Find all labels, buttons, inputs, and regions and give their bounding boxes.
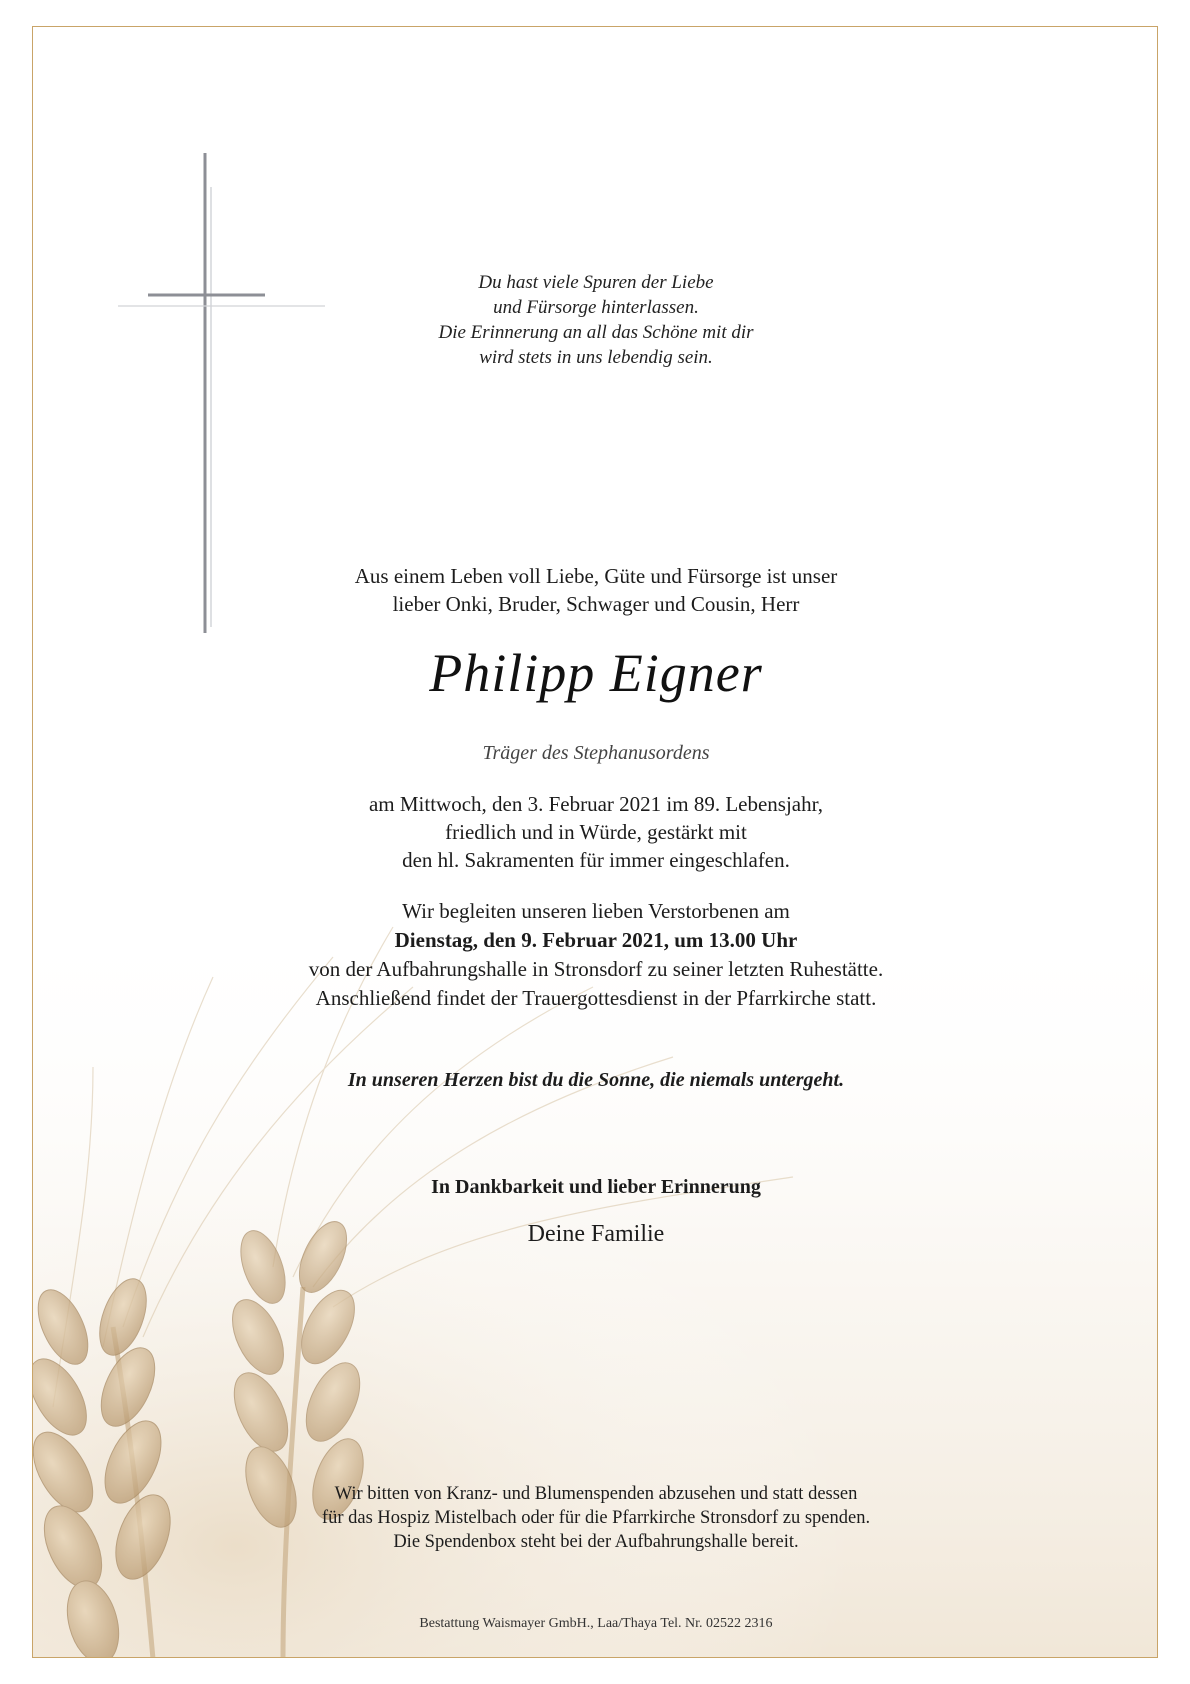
funeral-date-time: Dienstag, den 9. Februar 2021, um 13.00 Uhr bbox=[394, 928, 798, 952]
funeral-details bbox=[33, 897, 1158, 1013]
death-notice-line: friedlich und in Würde, gestärkt mit bbox=[445, 820, 747, 844]
memorial-motto: In unseren Herzen bist du die Sonne, die niemals untergeht. bbox=[347, 1069, 845, 1091]
page-frame bbox=[32, 26, 1158, 1658]
death-notice-line: den hl. Sakramenten für immer eingeschlafen. bbox=[402, 848, 790, 872]
donation-request bbox=[33, 1482, 1158, 1554]
death-notice bbox=[33, 790, 1158, 874]
funeral-home-footer: Bestattung Waismayer GmbH., Laa/Thaya Tel. Nr. 02522 2316 bbox=[419, 1616, 773, 1631]
memorial-poem bbox=[33, 270, 1158, 370]
intro-line: Aus einem Leben voll Liebe, Güte und Fürsorge ist unser bbox=[354, 564, 838, 588]
poem-line: wird stets in uns lebendig sein. bbox=[479, 347, 713, 368]
funeral-intro: Wir begleiten unseren lieben Verstorbenen am bbox=[402, 899, 790, 923]
family-signature: Deine Familie bbox=[527, 1221, 665, 1247]
donation-line: Wir bitten von Kranz- und Blumenspenden abzusehen und statt dessen bbox=[334, 1484, 858, 1504]
honor-title: Träger des Stephanusordens bbox=[482, 742, 710, 764]
poem-line: Die Erinnerung an all das Schöne mit dir bbox=[438, 322, 754, 343]
poem-line: Du hast viele Spuren der Liebe bbox=[478, 272, 714, 293]
thanks-line: In Dankbarkeit und lieber Erinnerung bbox=[431, 1176, 761, 1198]
funeral-detail-line: Anschließend findet der Trauergottesdienst in der Pfarrkirche statt. bbox=[315, 986, 877, 1010]
intro-line: lieber Onki, Bruder, Schwager und Cousin, Herr bbox=[392, 592, 800, 616]
funeral-detail-line: von der Aufbahrungshalle in Stronsdorf zu seiner letzten Ruhestätte. bbox=[308, 957, 884, 981]
death-notice-line: am Mittwoch, den 3. Februar 2021 im 89. Lebensjahr, bbox=[368, 792, 824, 816]
donation-line: Die Spendenbox steht bei der Aufbahrungshalle bereit. bbox=[393, 1532, 799, 1552]
poem-line: und Fürsorge hinterlassen. bbox=[493, 297, 699, 318]
deceased-name: Philipp Eigner bbox=[429, 643, 763, 703]
announcement-intro bbox=[33, 562, 1158, 618]
donation-line: für das Hospiz Mistelbach oder für die Pfarrkirche Stronsdorf zu spenden. bbox=[321, 1508, 871, 1528]
